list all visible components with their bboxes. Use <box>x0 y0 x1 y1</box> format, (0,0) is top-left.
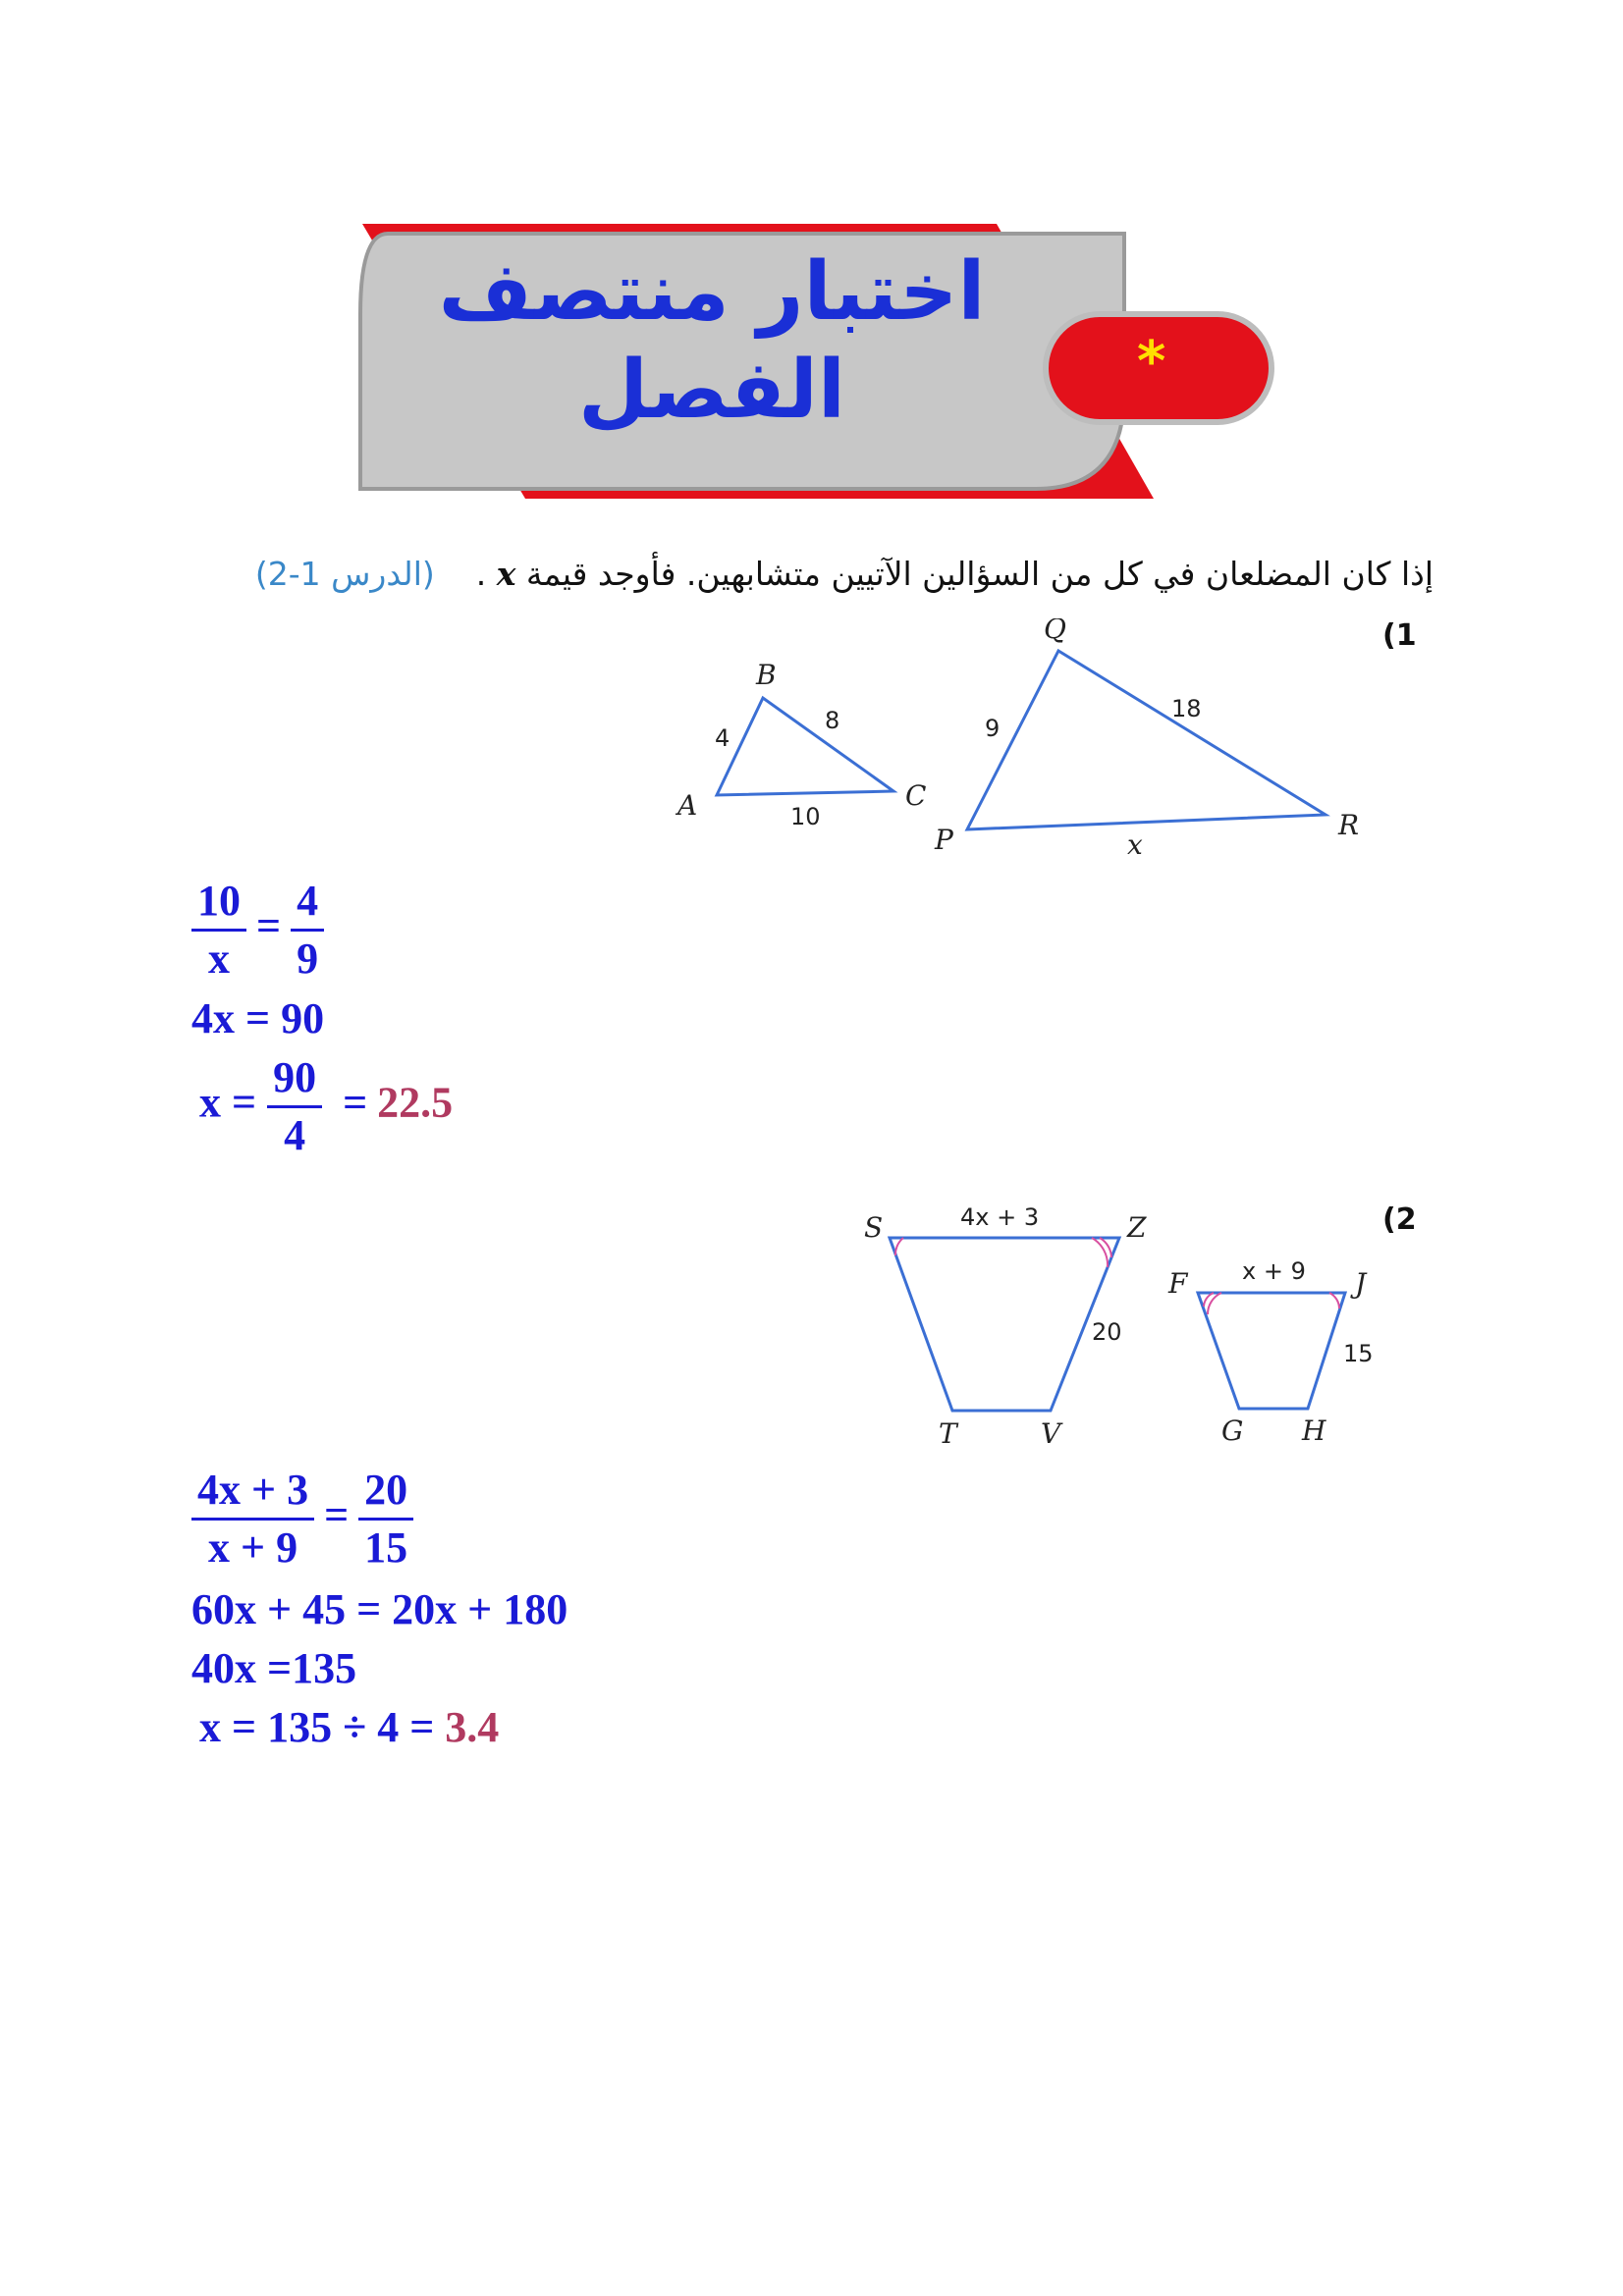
prefix: x = 135 ÷ 4 = <box>199 1703 435 1751</box>
triangle-pqr <box>967 651 1325 829</box>
vertex-j: J <box>1355 1267 1367 1300</box>
trap-small-top-label: x + 9 <box>1242 1257 1306 1285</box>
star-icon: * <box>1137 330 1166 394</box>
denominator: 15 <box>364 1523 408 1572</box>
side-ac-label: 10 <box>790 803 821 830</box>
lhs: x = <box>199 1078 257 1127</box>
vertex-a: A <box>677 789 698 822</box>
vertex-h: H <box>1302 1415 1326 1447</box>
numerator: 10 <box>197 877 241 925</box>
equals-sign: = <box>343 1078 368 1127</box>
vertex-p: P <box>935 824 953 856</box>
q2-equation-2: 60x + 45 = 20x + 180 <box>191 1585 568 1633</box>
angle-mark-f <box>1204 1293 1221 1314</box>
q1-answer: 22.5 <box>377 1078 454 1127</box>
equals-sign: = <box>256 901 282 950</box>
numerator: 4x + 3 <box>197 1466 309 1514</box>
denominator: 9 <box>297 934 319 983</box>
instruction-text: إذا كان المضلعان في كل من السؤالين الآتيين متشابهين. فأوجد قيمة <box>525 555 1434 593</box>
vertex-g: G <box>1221 1415 1244 1447</box>
trap-large-top-label: 4x + 3 <box>960 1203 1040 1231</box>
denominator: x <box>208 934 230 983</box>
side-pr-label: x <box>1127 828 1143 861</box>
q1-equation-3 <box>199 1050 453 1163</box>
question-2-number: (2 <box>1382 1202 1417 1237</box>
side-pq-label: 9 <box>985 715 1001 742</box>
denominator: x + 9 <box>208 1523 298 1572</box>
q2-equation-3: 40x =135 <box>191 1644 357 1692</box>
q2-equation-4 <box>199 1700 499 1755</box>
fraction <box>291 874 324 987</box>
triangle-abc <box>717 698 893 795</box>
vertex-q: Q <box>1044 618 1066 645</box>
angle-mark-j <box>1329 1293 1339 1308</box>
side-ab-label: 4 <box>715 724 730 752</box>
q1-equation-1 <box>191 874 324 987</box>
page-title <box>388 243 1036 440</box>
numerator: 90 <box>273 1053 317 1101</box>
q2-equation-1 <box>191 1463 413 1575</box>
fraction <box>358 1463 413 1575</box>
vertex-b: B <box>756 659 777 691</box>
instruction-period: . <box>475 555 487 593</box>
trap-large-side-label: 20 <box>1092 1318 1122 1346</box>
lesson-reference: (الدرس 1-2) <box>254 555 435 593</box>
angle-mark-s <box>895 1238 903 1255</box>
vertex-t: T <box>939 1417 957 1450</box>
q2-answer: 3.4 <box>445 1703 500 1751</box>
q2-figure <box>844 1193 1394 1458</box>
trapezoid-fjgh <box>1198 1293 1345 1409</box>
angle-mark-z <box>1092 1238 1111 1267</box>
question-1-number: (1 <box>1382 618 1417 653</box>
vertex-c: C <box>905 779 927 812</box>
side-qr-label: 18 <box>1171 695 1202 722</box>
numerator: 4 <box>297 877 319 925</box>
side-bc-label: 8 <box>825 707 840 734</box>
vertex-v: V <box>1041 1417 1061 1450</box>
vertex-z: Z <box>1127 1211 1147 1244</box>
vertex-r: R <box>1338 809 1360 841</box>
instruction-line <box>177 555 1434 593</box>
vertex-f: F <box>1168 1267 1188 1300</box>
equals-sign: = <box>324 1490 350 1539</box>
denominator: 4 <box>284 1111 306 1159</box>
fraction <box>191 1463 314 1575</box>
q1-equation-2: 4x = 90 <box>191 994 325 1042</box>
q1-figure <box>658 618 1384 864</box>
trap-small-side-label: 15 <box>1343 1340 1374 1367</box>
fraction <box>267 1050 322 1163</box>
title-line-1: اختبار منتصف <box>438 245 986 339</box>
trapezoid-sztv <box>890 1238 1119 1411</box>
numerator: 20 <box>364 1466 408 1514</box>
fraction <box>191 874 246 987</box>
vertex-s: S <box>864 1211 884 1244</box>
title-line-2: الفصل <box>578 344 845 437</box>
instruction-variable: x <box>496 555 516 593</box>
